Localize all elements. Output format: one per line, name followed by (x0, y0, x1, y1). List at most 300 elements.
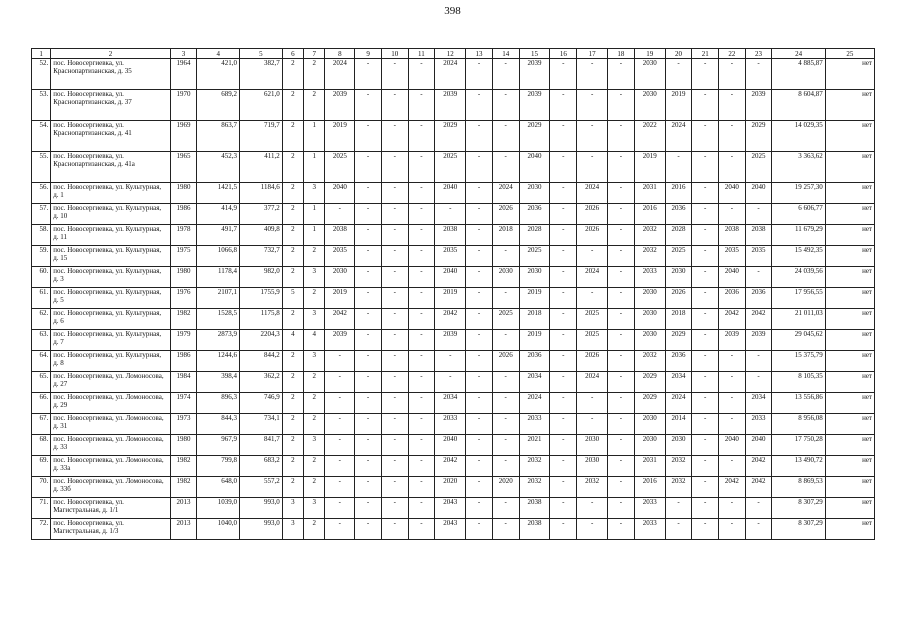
year-col-21-cell: - (692, 393, 719, 414)
status-cell: нет (825, 498, 874, 519)
row-number-cell: 59. (32, 246, 51, 267)
living-area-cell: 411,2 (240, 152, 283, 183)
year-col-21-cell: - (692, 288, 719, 309)
year-col-13-cell: - (466, 288, 493, 309)
year-col-9-cell: - (355, 330, 382, 351)
year-col-19-cell: 2032 (634, 225, 665, 246)
year-col-23-cell: - (745, 59, 772, 90)
status-cell: нет (825, 435, 874, 456)
year-col-17-cell: 2024 (577, 372, 608, 393)
living-area-cell: 1184,6 (240, 183, 283, 204)
year-col-15-cell: 2034 (519, 372, 550, 393)
year-col-12-cell: - (435, 372, 466, 393)
year-col-15-cell: 2033 (519, 414, 550, 435)
address-cell: пос. Новосергиевка, ул. Магистральная, д. 1/1 (51, 498, 171, 519)
cost-cell: 8 307,29 (772, 498, 825, 519)
row-number-cell: 58. (32, 225, 51, 246)
year-col-21-cell: - (692, 59, 719, 90)
year-col-22-cell: 2042 (719, 309, 746, 330)
year-col-15-cell: 2039 (519, 90, 550, 121)
entrances-cell: 2 (304, 288, 325, 309)
status-cell: нет (825, 121, 874, 152)
year-col-17-cell: - (577, 498, 608, 519)
year-col-15-cell: 2030 (519, 183, 550, 204)
floors-cell: 2 (282, 351, 303, 372)
column-number-header: 17 (577, 49, 608, 59)
year-col-18-cell: - (608, 330, 635, 351)
column-number-header: 15 (519, 49, 550, 59)
year-col-18-cell: - (608, 351, 635, 372)
year-col-13-cell: - (466, 330, 493, 351)
year-col-22-cell: - (719, 121, 746, 152)
status-cell: нет (825, 183, 874, 204)
status-cell: нет (825, 330, 874, 351)
total-area-cell: 689,2 (197, 90, 240, 121)
address-cell: пос. Новосергиевка, ул. Ломоносова, д. 33б (51, 477, 171, 498)
year-col-20-cell: 2029 (665, 330, 692, 351)
year-col-20-cell: 2030 (665, 267, 692, 288)
year-col-8-cell: - (325, 435, 355, 456)
year-col-11-cell: - (408, 121, 435, 152)
status-cell: нет (825, 204, 874, 225)
entrances-cell: 2 (304, 393, 325, 414)
year-col-14-cell: - (492, 414, 519, 435)
year-col-14-cell: - (492, 90, 519, 121)
year-col-18-cell: - (608, 152, 635, 183)
entrances-cell: 1 (304, 152, 325, 183)
year-col-13-cell: - (466, 183, 493, 204)
address-cell: пос. Новосергиевка, ул. Культурная, д. 15 (51, 246, 171, 267)
cost-cell: 14 029,35 (772, 121, 825, 152)
address-cell: пос. Новосергиевка, ул. Ломоносова, д. 27 (51, 372, 171, 393)
year-col-10-cell: - (381, 246, 408, 267)
year-col-13-cell: - (466, 393, 493, 414)
year-col-18-cell: - (608, 519, 635, 540)
year-col-19-cell: 2032 (634, 246, 665, 267)
column-number-header: 9 (355, 49, 382, 59)
year-col-15-cell: 2028 (519, 225, 550, 246)
total-area-cell: 1178,4 (197, 267, 240, 288)
address-cell: пос. Новосергиевка, ул. Культурная, д. 8 (51, 351, 171, 372)
year-col-12-cell: 2034 (435, 393, 466, 414)
year-col-20-cell: 2019 (665, 90, 692, 121)
year-col-23-cell: 2034 (745, 393, 772, 414)
year-col-16-cell: - (550, 414, 577, 435)
total-area-cell: 863,7 (197, 121, 240, 152)
floors-cell: 4 (282, 330, 303, 351)
year-col-18-cell: - (608, 435, 635, 456)
year-col-23-cell: - (745, 372, 772, 393)
build-year-cell: 1964 (170, 59, 197, 90)
year-col-17-cell: - (577, 121, 608, 152)
year-col-23-cell: 2029 (745, 121, 772, 152)
year-col-17-cell: - (577, 519, 608, 540)
year-col-19-cell: 2032 (634, 351, 665, 372)
year-col-16-cell: - (550, 519, 577, 540)
floors-cell: 2 (282, 309, 303, 330)
year-col-20-cell: 2032 (665, 477, 692, 498)
year-col-13-cell: - (466, 456, 493, 477)
year-col-21-cell: - (692, 183, 719, 204)
total-area-cell: 648,0 (197, 477, 240, 498)
year-col-8-cell: 2039 (325, 330, 355, 351)
row-number-cell: 55. (32, 152, 51, 183)
year-col-9-cell: - (355, 498, 382, 519)
year-col-19-cell: 2029 (634, 372, 665, 393)
table-row (32, 498, 875, 519)
year-col-12-cell: 2033 (435, 414, 466, 435)
year-col-8-cell: 2035 (325, 246, 355, 267)
year-col-18-cell: - (608, 267, 635, 288)
table-row (32, 121, 875, 152)
year-col-10-cell: - (381, 309, 408, 330)
column-number-header: 22 (719, 49, 746, 59)
year-col-16-cell: - (550, 288, 577, 309)
living-area-cell: 746,9 (240, 393, 283, 414)
year-col-12-cell: 2020 (435, 477, 466, 498)
floors-cell: 2 (282, 90, 303, 121)
row-number-cell: 64. (32, 351, 51, 372)
year-col-16-cell: - (550, 152, 577, 183)
total-area-cell: 844,3 (197, 414, 240, 435)
year-col-10-cell: - (381, 288, 408, 309)
address-cell: пос. Новосергиевка, ул. Ломоносова, д. 29 (51, 393, 171, 414)
build-year-cell: 2013 (170, 498, 197, 519)
table-row (32, 225, 875, 246)
year-col-14-cell: - (492, 330, 519, 351)
year-col-20-cell: 2014 (665, 414, 692, 435)
year-col-21-cell: - (692, 309, 719, 330)
status-cell: нет (825, 90, 874, 121)
entrances-cell: 3 (304, 267, 325, 288)
table-row (32, 351, 875, 372)
year-col-8-cell: 2039 (325, 90, 355, 121)
year-col-13-cell: - (466, 152, 493, 183)
total-area-cell: 1421,5 (197, 183, 240, 204)
row-number-cell: 71. (32, 498, 51, 519)
year-col-17-cell: - (577, 246, 608, 267)
year-col-9-cell: - (355, 456, 382, 477)
year-col-17-cell: - (577, 414, 608, 435)
year-col-10-cell: - (381, 351, 408, 372)
year-col-15-cell: 2038 (519, 498, 550, 519)
year-col-17-cell: 2025 (577, 309, 608, 330)
year-col-19-cell: 2031 (634, 183, 665, 204)
year-col-19-cell: 2033 (634, 498, 665, 519)
year-col-16-cell: - (550, 498, 577, 519)
year-col-10-cell: - (381, 477, 408, 498)
year-col-18-cell: - (608, 414, 635, 435)
living-area-cell: 844,2 (240, 351, 283, 372)
column-number-header: 6 (282, 49, 303, 59)
floors-cell: 5 (282, 288, 303, 309)
year-col-22-cell: - (719, 519, 746, 540)
year-col-11-cell: - (408, 267, 435, 288)
year-col-15-cell: 2036 (519, 351, 550, 372)
year-col-13-cell: - (466, 90, 493, 121)
address-cell: пос. Новосергиевка, ул. Ломоносова, д. 33 (51, 435, 171, 456)
cost-cell: 13 556,86 (772, 393, 825, 414)
living-area-cell: 732,7 (240, 246, 283, 267)
year-col-21-cell: - (692, 152, 719, 183)
row-number-cell: 66. (32, 393, 51, 414)
column-number-header: 25 (825, 49, 874, 59)
year-col-11-cell: - (408, 90, 435, 121)
year-col-12-cell: 2025 (435, 152, 466, 183)
year-col-10-cell: - (381, 435, 408, 456)
build-year-cell: 1976 (170, 288, 197, 309)
year-col-20-cell: 2030 (665, 435, 692, 456)
year-col-11-cell: - (408, 225, 435, 246)
cost-cell: 15 375,79 (772, 351, 825, 372)
floors-cell: 2 (282, 267, 303, 288)
year-col-16-cell: - (550, 372, 577, 393)
year-col-23-cell: - (745, 498, 772, 519)
column-number-header: 4 (197, 49, 240, 59)
column-number-header: 12 (435, 49, 466, 59)
year-col-17-cell: - (577, 288, 608, 309)
status-cell: нет (825, 267, 874, 288)
year-col-10-cell: - (381, 456, 408, 477)
year-col-16-cell: - (550, 90, 577, 121)
year-col-11-cell: - (408, 519, 435, 540)
total-area-cell: 1039,0 (197, 498, 240, 519)
year-col-9-cell: - (355, 414, 382, 435)
floors-cell: 2 (282, 246, 303, 267)
build-year-cell: 1980 (170, 183, 197, 204)
build-year-cell: 1975 (170, 246, 197, 267)
status-cell: нет (825, 477, 874, 498)
floors-cell: 2 (282, 456, 303, 477)
address-cell: пос. Новосергиевка, ул. Магистральная, д. 1/3 (51, 519, 171, 540)
year-col-12-cell: 2039 (435, 90, 466, 121)
year-col-8-cell: - (325, 351, 355, 372)
address-cell: пос. Новосергиевка, ул. Культурная, д. 10 (51, 204, 171, 225)
status-cell: нет (825, 288, 874, 309)
cost-cell: 21 011,03 (772, 309, 825, 330)
living-area-cell: 683,2 (240, 456, 283, 477)
year-col-12-cell: 2040 (435, 435, 466, 456)
year-col-22-cell: - (719, 498, 746, 519)
build-year-cell: 1978 (170, 225, 197, 246)
year-col-18-cell: - (608, 309, 635, 330)
living-area-cell: 2204,3 (240, 330, 283, 351)
year-col-12-cell: - (435, 204, 466, 225)
year-col-16-cell: - (550, 59, 577, 90)
address-cell: пос. Новосергиевка, ул. Культурная, д. 1 (51, 183, 171, 204)
floors-cell: 3 (282, 519, 303, 540)
year-col-16-cell: - (550, 435, 577, 456)
year-col-15-cell: 2038 (519, 519, 550, 540)
column-number-header: 23 (745, 49, 772, 59)
year-col-19-cell: 2030 (634, 414, 665, 435)
year-col-14-cell: - (492, 393, 519, 414)
year-col-15-cell: 2036 (519, 204, 550, 225)
build-year-cell: 1970 (170, 90, 197, 121)
year-col-12-cell: 2038 (435, 225, 466, 246)
year-col-16-cell: - (550, 393, 577, 414)
entrances-cell: 2 (304, 477, 325, 498)
table-row (32, 183, 875, 204)
page-number: 398 (444, 5, 461, 17)
entrances-cell: 1 (304, 225, 325, 246)
total-area-cell: 896,3 (197, 393, 240, 414)
year-col-15-cell: 2024 (519, 393, 550, 414)
year-col-8-cell: 2042 (325, 309, 355, 330)
column-number-header: 13 (466, 49, 493, 59)
year-col-22-cell: - (719, 90, 746, 121)
year-col-22-cell: 2035 (719, 246, 746, 267)
row-number-cell: 53. (32, 90, 51, 121)
year-col-22-cell: - (719, 372, 746, 393)
total-area-cell: 398,4 (197, 372, 240, 393)
build-year-cell: 1986 (170, 351, 197, 372)
year-col-15-cell: 2039 (519, 59, 550, 90)
cost-cell: 24 039,56 (772, 267, 825, 288)
floors-cell: 2 (282, 477, 303, 498)
year-col-22-cell: 2039 (719, 330, 746, 351)
year-col-23-cell: 2033 (745, 414, 772, 435)
year-col-21-cell: - (692, 519, 719, 540)
year-col-10-cell: - (381, 204, 408, 225)
table-row (32, 456, 875, 477)
address-cell: пос. Новосергиевка, ул. Культурная, д. 6 (51, 309, 171, 330)
build-year-cell: 1984 (170, 372, 197, 393)
status-cell: нет (825, 152, 874, 183)
year-col-15-cell: 2032 (519, 456, 550, 477)
year-col-16-cell: - (550, 267, 577, 288)
status-cell: нет (825, 393, 874, 414)
year-col-13-cell: - (466, 519, 493, 540)
year-col-12-cell: - (435, 351, 466, 372)
year-col-23-cell: 2025 (745, 152, 772, 183)
year-col-9-cell: - (355, 121, 382, 152)
year-col-16-cell: - (550, 330, 577, 351)
entrances-cell: 2 (304, 414, 325, 435)
row-number-cell: 56. (32, 183, 51, 204)
year-col-20-cell: 2024 (665, 121, 692, 152)
entrances-cell: 3 (304, 435, 325, 456)
row-number-cell: 60. (32, 267, 51, 288)
year-col-17-cell: 2026 (577, 225, 608, 246)
year-col-17-cell: 2024 (577, 183, 608, 204)
year-col-15-cell: 2030 (519, 267, 550, 288)
cost-cell: 8 604,87 (772, 90, 825, 121)
address-cell: пос. Новосергиевка, ул. Культурная, д. 11 (51, 225, 171, 246)
living-area-cell: 719,7 (240, 121, 283, 152)
column-number-header: 19 (634, 49, 665, 59)
year-col-15-cell: 2019 (519, 288, 550, 309)
year-col-20-cell: - (665, 152, 692, 183)
total-area-cell: 799,8 (197, 456, 240, 477)
year-col-20-cell: - (665, 519, 692, 540)
year-col-15-cell: 2019 (519, 330, 550, 351)
year-col-17-cell: 2025 (577, 330, 608, 351)
year-col-9-cell: - (355, 393, 382, 414)
year-col-23-cell: 2038 (745, 225, 772, 246)
year-col-12-cell: 2024 (435, 59, 466, 90)
status-cell: нет (825, 351, 874, 372)
column-number-header: 8 (325, 49, 355, 59)
table-row (32, 309, 875, 330)
table-row (32, 372, 875, 393)
entrances-cell: 2 (304, 59, 325, 90)
year-col-18-cell: - (608, 456, 635, 477)
column-number-row (32, 49, 875, 59)
column-number-header: 1 (32, 49, 51, 59)
floors-cell: 2 (282, 183, 303, 204)
table-row (32, 267, 875, 288)
year-col-17-cell: 2026 (577, 204, 608, 225)
living-area-cell: 993,0 (240, 519, 283, 540)
entrances-cell: 2 (304, 372, 325, 393)
year-col-22-cell: 2038 (719, 225, 746, 246)
year-col-17-cell: 2030 (577, 456, 608, 477)
year-col-10-cell: - (381, 183, 408, 204)
year-col-20-cell: 2026 (665, 288, 692, 309)
year-col-22-cell: - (719, 351, 746, 372)
year-col-19-cell: 2030 (634, 309, 665, 330)
status-cell: нет (825, 246, 874, 267)
year-col-11-cell: - (408, 414, 435, 435)
cost-cell: 8 105,35 (772, 372, 825, 393)
total-area-cell: 2873,9 (197, 330, 240, 351)
year-col-14-cell: - (492, 456, 519, 477)
floors-cell: 2 (282, 152, 303, 183)
total-area-cell: 414,9 (197, 204, 240, 225)
year-col-23-cell: 2039 (745, 90, 772, 121)
build-year-cell: 1986 (170, 204, 197, 225)
entrances-cell: 3 (304, 309, 325, 330)
year-col-8-cell: - (325, 498, 355, 519)
year-col-19-cell: 2016 (634, 477, 665, 498)
living-area-cell: 1175,8 (240, 309, 283, 330)
year-col-22-cell: 2036 (719, 288, 746, 309)
table-row (32, 435, 875, 456)
year-col-17-cell: 2024 (577, 267, 608, 288)
row-number-cell: 72. (32, 519, 51, 540)
year-col-22-cell: - (719, 204, 746, 225)
total-area-cell: 491,7 (197, 225, 240, 246)
entrances-cell: 2 (304, 456, 325, 477)
year-col-10-cell: - (381, 152, 408, 183)
year-col-15-cell: 2018 (519, 309, 550, 330)
year-col-8-cell: 2038 (325, 225, 355, 246)
year-col-16-cell: - (550, 246, 577, 267)
year-col-13-cell: - (466, 267, 493, 288)
address-cell: пос. Новосергиевка, ул. Ломоносова, д. 33а (51, 456, 171, 477)
year-col-21-cell: - (692, 225, 719, 246)
cost-cell: 29 045,62 (772, 330, 825, 351)
year-col-17-cell: - (577, 152, 608, 183)
year-col-18-cell: - (608, 372, 635, 393)
year-col-23-cell: 2040 (745, 435, 772, 456)
year-col-9-cell: - (355, 225, 382, 246)
year-col-20-cell: 2025 (665, 246, 692, 267)
total-area-cell: 967,9 (197, 435, 240, 456)
year-col-12-cell: 2043 (435, 498, 466, 519)
year-col-11-cell: - (408, 477, 435, 498)
year-col-11-cell: - (408, 435, 435, 456)
year-col-22-cell: - (719, 152, 746, 183)
living-area-cell: 557,2 (240, 477, 283, 498)
floors-cell: 3 (282, 498, 303, 519)
address-cell: пос. Новосергиевка, ул. Краснопартизанская, д. 37 (51, 90, 171, 121)
year-col-22-cell: - (719, 414, 746, 435)
year-col-20-cell: 2018 (665, 309, 692, 330)
row-number-cell: 68. (32, 435, 51, 456)
year-col-12-cell: 2042 (435, 456, 466, 477)
